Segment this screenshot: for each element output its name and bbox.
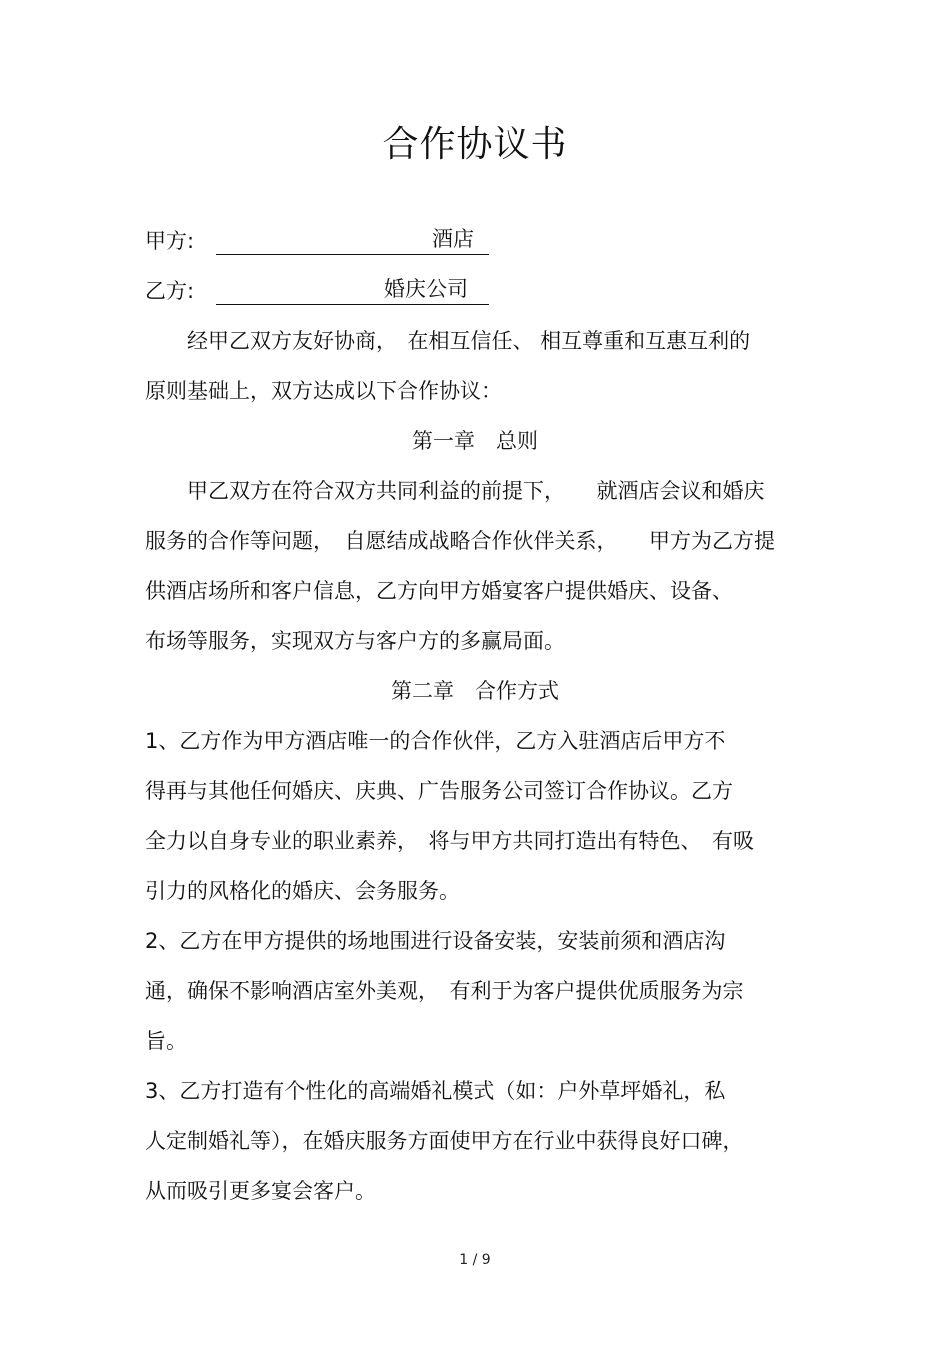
party-a-label: 甲方: bbox=[145, 229, 195, 253]
chapter-2-line: 2、乙方在甲方提供的场地围进行设备安装，安装前须和酒店沟 bbox=[145, 929, 726, 953]
chapter-2-line: 全力以自身专业的职业素养， 将与甲方共同打造出有特色、 有吸 bbox=[145, 829, 754, 853]
chapter-1-line: 供酒店场所和客户信息，乙方向甲方婚宴客户提供婚庆、设备、 bbox=[145, 579, 733, 603]
page-number: 1 / 9 bbox=[459, 1252, 491, 1268]
chapter-2-line: 从而吸引更多宴会客户。 bbox=[145, 1179, 376, 1203]
chapter-2-line: 旨。 bbox=[145, 1029, 187, 1053]
chapter-2-line: 引力的风格化的婚庆、会务服务。 bbox=[145, 879, 460, 903]
chapter-2-heading: 第二章 合作方式 bbox=[391, 679, 559, 703]
party-a-value: 酒店 bbox=[432, 227, 474, 251]
chapter-1-line: 服务的合作等问题， 自愿结成战略合作伙伴关系， 甲方为乙方提 bbox=[145, 529, 775, 553]
party-a-field bbox=[216, 226, 489, 255]
intro-line: 经甲乙双方友好协商， 在相互信任、 相互尊重和互惠互利的 bbox=[145, 329, 751, 353]
chapter-2-line: 3、乙方打造有个性化的高端婚礼模式（如：户外草坪婚礼，私 bbox=[145, 1079, 726, 1103]
party-b-field bbox=[216, 276, 489, 305]
chapter-2-line: 得再与其他任何婚庆、庆典、广告服务公司签订合作协议。乙方 bbox=[145, 779, 733, 803]
party-b-label: 乙方: bbox=[145, 279, 195, 303]
chapter-2-line: 通，确保不影响酒店室外美观， 有利于为客户提供优质服务为宗 bbox=[145, 979, 744, 1003]
intro-line: 原则基础上，双方达成以下合作协议： bbox=[145, 379, 502, 403]
document-title: 合作协议书 bbox=[382, 124, 568, 165]
party-b-value: 婚庆公司 bbox=[384, 277, 468, 301]
chapter-2-line: 人定制婚礼等），在婚庆服务方面使甲方在行业中获得良好口碑， bbox=[145, 1129, 744, 1153]
chapter-1-line: 布场等服务，实现双方与客户方的多赢局面。 bbox=[145, 629, 565, 653]
chapter-1-line: 甲乙双方在符合双方共同利益的前提下， 就酒店会议和婚庆 bbox=[145, 479, 765, 503]
chapter-2-line: 1、乙方作为甲方酒店唯一的合作伙伴，乙方入驻酒店后甲方不 bbox=[145, 729, 726, 753]
chapter-1-heading: 第一章 总则 bbox=[412, 429, 538, 453]
